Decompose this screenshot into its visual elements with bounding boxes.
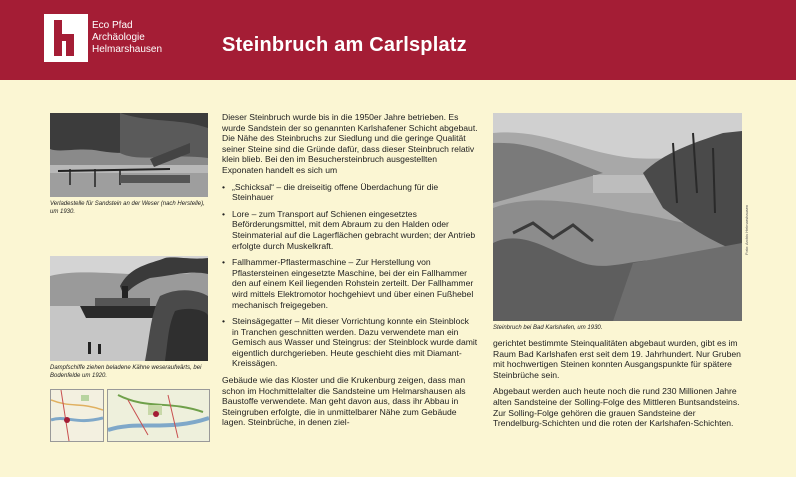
photo1-caption: Verladestelle für Sandstein an der Weser (nach Herstelle), um 1930. [50, 201, 205, 215]
photo-dampfschiffe [50, 256, 208, 361]
intro-paragraph: Dieser Steinbruch wurde bis in die 1950er Jahre betrieben. Es wurde Sandstein der so genannten Karlshafener Schicht abgebaut. Die Nähe des Steinbruchs zur Siedlung und die geringe Qualität seiner Steine sind die Gründe dafür, dass dieser Steinbruch relativ klein blieb. Bei den im Besuchersteinbruch ausgestellten Exponaten handelt es sich um [222, 112, 478, 175]
outro-paragraph: Gebäude wie das Kloster und die Krukenburg zeigen, dass man schon im Hochmittelalter die Sandsteine um Helmarshausen als Baustoffe verwendete. Man geht davon aus, dass ihr Abbau in Steingruben erfolgte, die in unmittelbarer Nähe zum Gebäude lagen. Steinbrüche, in denen ziel- [222, 375, 466, 428]
list-item: • „Schicksal“ – die dreiseitig offene Überdachung für die Steinhauer [222, 182, 478, 203]
brand-line-2: Archäologie [92, 32, 145, 43]
map-thumbnail-1 [50, 389, 104, 442]
helmarshausen-logo [44, 14, 88, 62]
brand-line-1: Eco Pfad [92, 20, 133, 31]
header-bar [0, 0, 796, 80]
list-item: • Fallhammer-Pflastermaschine – Zur Herstellung von Pflastersteinen eingesetzte Maschine, bei der ein Fallhammer den auf einem Keil liegenden Rohstein zerteilt. Der Fallhammer wird mittels Elektromotor hochgehievt und über einen Fußhebel mechanisch freigegeben. [222, 257, 478, 310]
list-item: • Steinsägegatter – Mit dieser Vorrichtung konnte ein Steinblock in Tranchen geschnitten werden. Dazu verwendete man ein Gemisch aus Wasser und Steingrus: der Steinblock wurde damit eigentlich durchgerieben. Heute geschieht dies mit Diamant-Kreissägen. [222, 316, 478, 369]
photo2-caption: Dampfschiffe ziehen beladene Kähne weseraufwärts, bei Bodenfelde um 1920. [50, 365, 202, 379]
middle-text-column [222, 112, 478, 434]
photo3-caption: Steinbruch bei Bad Karlshafen, um 1930. [493, 325, 603, 331]
photo-credit: Foto: Archiv Helmarshausen [744, 204, 749, 255]
page-title: Steinbruch am Carlsplatz [222, 34, 467, 56]
photo-steinbruch [493, 113, 742, 321]
list-item: • Lore – zum Transport auf Schienen eingesetztes Beförderungsmittel, mit dem Abraum zu den Halden oder Steinmaterial auf die Lagerflächen gebracht wurden; der Antrieb erfolgte durch Muskelkraft. [222, 209, 478, 251]
right-paragraph-2: Abgebaut werden auch heute noch die rund 230 Millionen Jahre alten Sandsteine der Solling-Folge des Mittleren Buntsandsteins. Zur Solling-Folge gehören die grauen Sandsteine der Trendelburg-Schichten und die roten der Karlshafen-Schichten. [493, 386, 740, 429]
map-thumbnail-2 [107, 389, 210, 442]
brand-text [92, 20, 162, 56]
exhibit-list [222, 182, 478, 370]
photo-verladestelle [50, 113, 208, 197]
brand-line-3: Helmarshausen [92, 44, 163, 55]
right-paragraph-1: gerichtet bestimmte Steinqualitäten abgebaut wurden, gibt es im Raum Bad Karlshafen erst seit dem 19. Jahrhundert. Nur Gruben mit hochwertigen Steinen konnten Ausgangspunkte für spätere Steinbrüche sein. [493, 338, 741, 380]
right-text-column [493, 338, 743, 435]
